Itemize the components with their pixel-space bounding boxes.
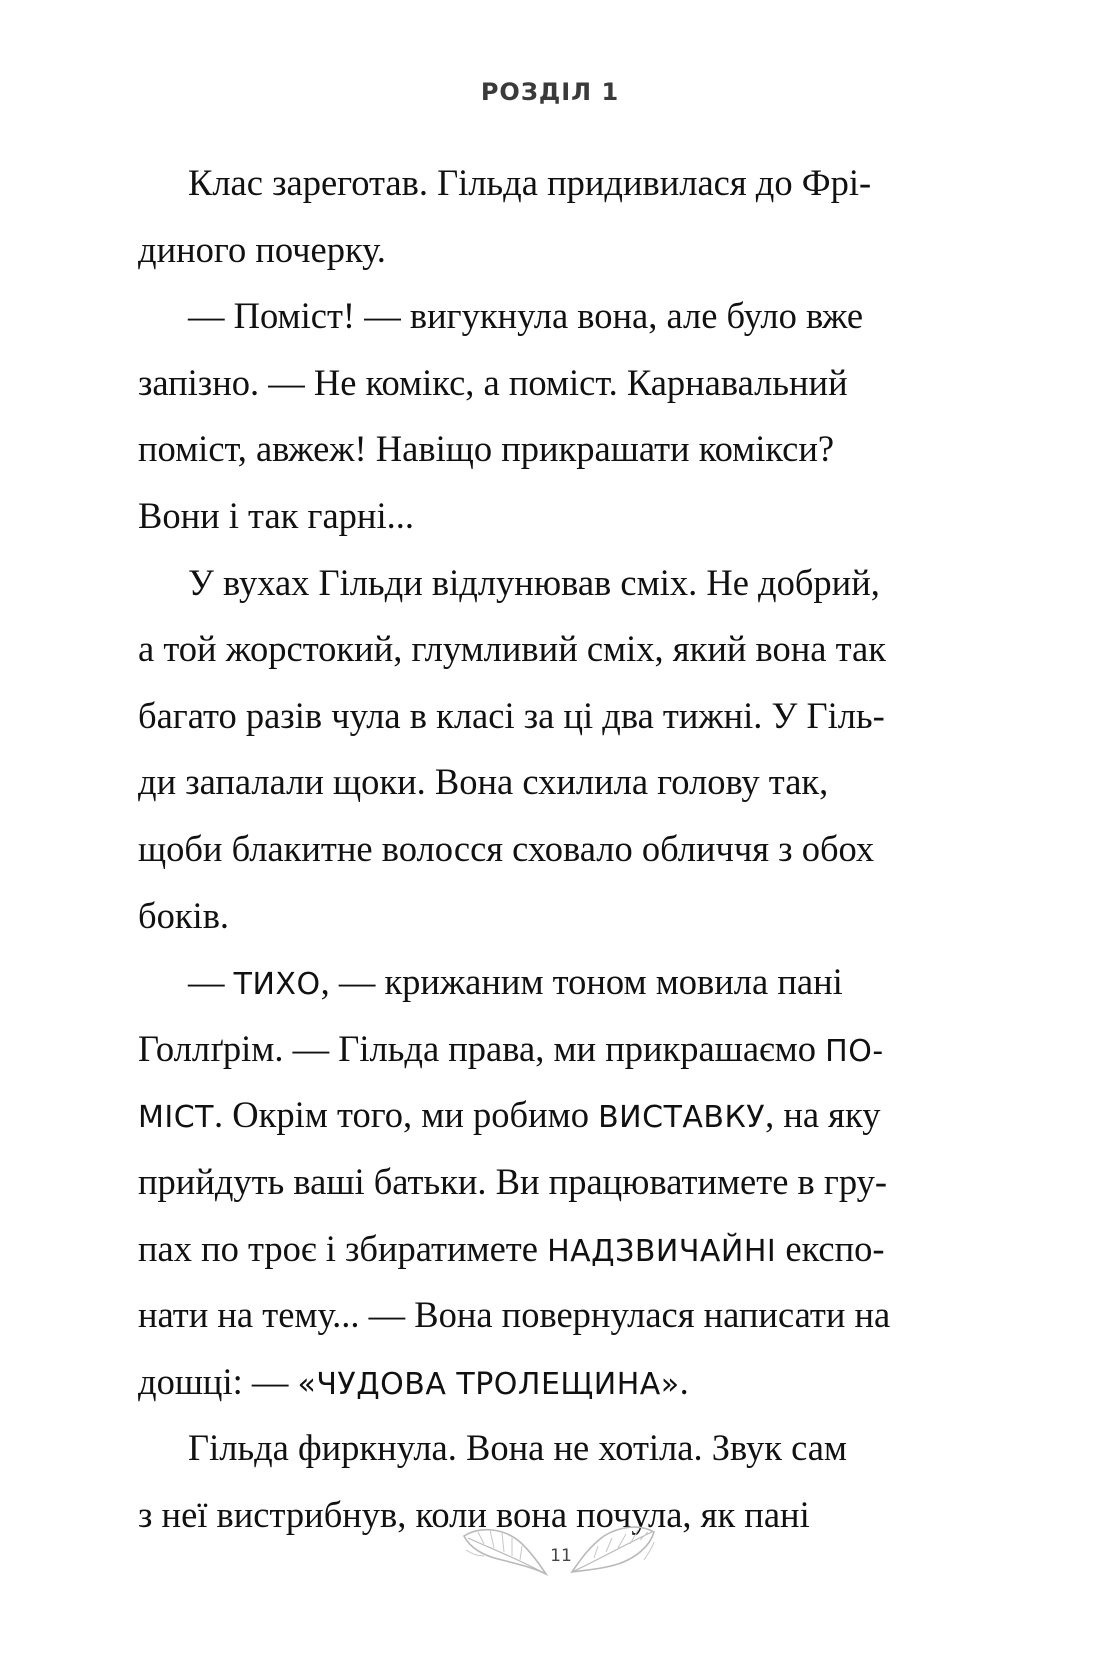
text-line [138,1349,972,1416]
text-line: поміст, авжеж! Навіщо прикрашати комікси? [138,428,835,470]
emphasis-caps: ВИСТАВКУ [598,1100,766,1136]
text-fragment: — [188,961,234,1003]
paragraph-4 [138,949,972,1415]
text-line: — Поміст! — вигукнула вона, але було вже [188,295,864,337]
emphasis-caps: ТИХО [233,967,321,1003]
text-fragment: експо- [776,1227,885,1269]
text-line: багато разів чула в класі за ці два тижні. У Гіль- [138,694,885,736]
text-line: Клас зареготав. Гільда придивилася до Фрі- [188,162,872,203]
body-text [138,150,972,1548]
text-line: Гільда фиркнула. Вона не хотіла. Звук сам [188,1427,848,1469]
text-line: запізно. — Не комікс, а поміст. Карнавальний [138,361,848,403]
text-fragment: . Окрім того, ми робимо [214,1094,599,1136]
text-fragment: дошці: — [138,1360,298,1402]
emphasis-caps: ПО- [825,1033,884,1069]
text-fragment: , — крижаним тоном мовила пані [320,961,843,1003]
feather-icon [568,1520,658,1580]
paragraph-2 [138,283,972,549]
emphasis-caps: «ЧУДОВА ТРОЛЕЩИНА» [297,1366,680,1402]
paragraph-3 [138,550,972,950]
text-line: щоби блакитне волосся сховало обличчя з обох [138,827,875,869]
text-fragment: , на яку [765,1094,881,1136]
text-line: диного почерку. [138,228,386,270]
feather-icon [460,1520,550,1580]
paragraph-1 [138,150,972,283]
text-line: ди запалали щоки. Вона схилила голову так, [138,761,829,803]
text-fragment: Голлґрім. — Гільда права, ми прикрашаємо [138,1027,826,1069]
text-line [138,949,972,1016]
text-line: з неї вистрибнув, коли вона почула, як пані [138,1493,810,1535]
text-fragment: . [679,1360,689,1402]
text-line: У вухах Гільди відлунював сміх. Не добрий, [188,561,880,603]
page-number: 11 [550,1546,572,1566]
page-footer [460,1520,660,1590]
text-line [138,1216,972,1283]
text-line: а той жорстокий, глумливий сміх, який вона так [138,628,886,670]
emphasis-caps: МІСТ [138,1100,215,1136]
chapter-header: РОЗДІЛ 1 [480,78,620,106]
text-line: прийдуть ваші батьки. Ви працюватимете в гру- [138,1160,888,1202]
text-line: нати на тему... — Вона повернулася написати на [138,1294,891,1336]
text-line [138,1016,972,1083]
text-line: Вони і так гарні... [138,494,414,536]
text-line [138,1082,972,1149]
text-fragment: пах по троє і збиратимете [138,1227,548,1269]
emphasis-caps: НАДЗВИЧАЙНІ [547,1233,777,1269]
text-line: боків. [138,894,230,936]
